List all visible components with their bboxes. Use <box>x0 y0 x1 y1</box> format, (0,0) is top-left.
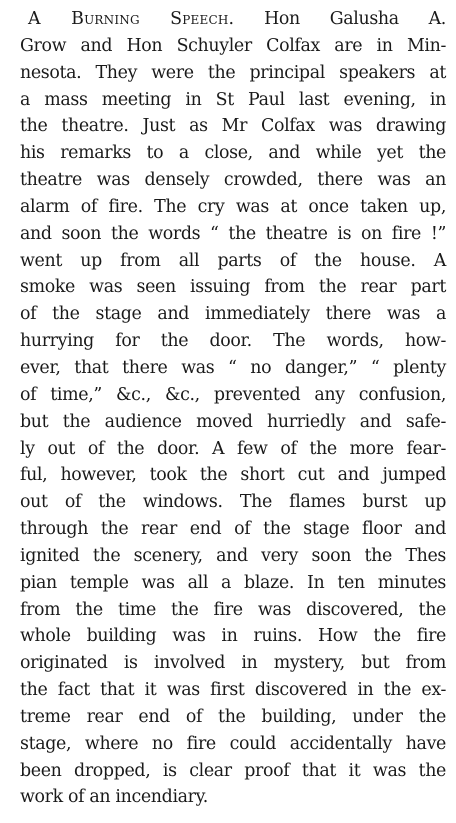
article-line: work of an incendiary. <box>20 787 208 808</box>
article-headline: A Burning Speech. <box>28 9 235 29</box>
article-line: treme rear end of the building, under the <box>20 706 446 727</box>
article-line: of time,” &c., &c., prevented any confusion, <box>20 384 446 405</box>
article-line: ignited the scenery, and very soon the Thes <box>20 545 446 566</box>
article-line: hurrying for the door. The words, how- <box>20 331 446 352</box>
article-line: stage, where no fire could accidentally have <box>20 733 446 754</box>
article-column <box>20 6 446 811</box>
article-line: his remarks to a close, and while yet the <box>20 143 446 164</box>
article-line: of the stage and immediately there was a <box>20 304 446 325</box>
article-line: the fact that it was first discovered in the ex- <box>20 680 446 701</box>
article-line: out of the windows. The flames burst up <box>20 492 446 513</box>
article-line: been dropped, is clear proof that it was the <box>20 760 446 781</box>
article-line: went up from all parts of the house. A <box>20 250 446 271</box>
article-line: smoke was seen issuing from the rear part <box>20 277 446 298</box>
article-line: alarm of fire. The cry was at once taken up, <box>20 196 446 217</box>
article-line: but the audience moved hurriedly and safe- <box>20 411 446 432</box>
article-line: ful, however, took the short cut and jumped <box>20 465 446 486</box>
article-line: pian temple was all a blaze. In ten minutes <box>20 572 446 593</box>
article-line: ly out of the door. A few of the more fear- <box>20 438 446 459</box>
article-line: from the time the fire was discovered, the <box>20 599 446 620</box>
article-line: ever, that there was “ no danger,” “ plenty <box>20 357 446 378</box>
article-line: nesota. They were the principal speakers at <box>20 62 446 83</box>
article-first-line <box>20 6 446 33</box>
article-line: through the rear end of the stage floor and <box>20 519 446 540</box>
article-line: and soon the words “ the theatre is on fire !” <box>20 223 446 244</box>
article-line: Hon Galusha A. <box>264 9 446 29</box>
article-line: theatre was densely crowded, there was an <box>20 170 446 191</box>
article-line: the theatre. Just as Mr Colfax was drawing <box>20 116 446 137</box>
article-line: a mass meeting in St Paul last evening, in <box>20 89 446 110</box>
article-line: whole building was in ruins. How the fire <box>20 626 446 647</box>
article-line: Grow and Hon Schuyler Colfax are in Min- <box>20 35 446 56</box>
article-line: originated is involved in mystery, but from <box>20 653 446 674</box>
